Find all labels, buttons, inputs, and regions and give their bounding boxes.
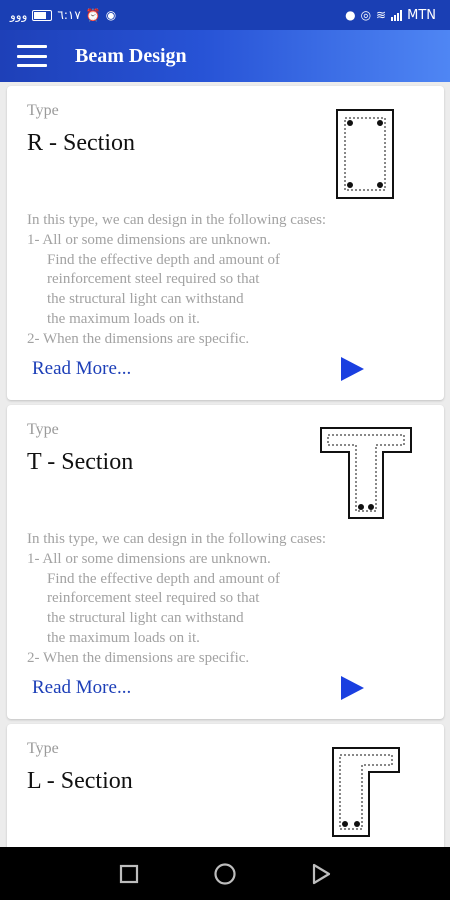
wifi-icon: ≋ — [376, 8, 387, 22]
card-title: L - Section — [27, 768, 133, 794]
carrier-name: MTN — [407, 7, 436, 23]
card-t-section[interactable] — [7, 405, 444, 719]
read-more-link[interactable]: Read More... — [32, 677, 132, 698]
card-description — [27, 530, 377, 669]
status-text: ووو — [10, 8, 28, 22]
card-type-label: Type — [27, 740, 59, 757]
card-title: T - Section — [27, 449, 134, 475]
play-icon[interactable] — [339, 675, 365, 701]
app-bar — [0, 30, 450, 82]
location-icon: ● — [345, 8, 356, 22]
read-more-link[interactable]: Read More... — [32, 358, 132, 379]
desc-line: In this type, we can design in the following cases: — [27, 212, 327, 228]
card-title: R - Section — [27, 130, 135, 156]
play-icon[interactable] — [339, 356, 365, 382]
desc-line: 2- When the dimensions are specific. — [27, 649, 250, 666]
desc-line: the maximum loads on it. — [47, 629, 200, 646]
l-section-icon — [331, 746, 401, 838]
desc-line: 1- All or some dimensions are unknown. — [27, 231, 271, 248]
whatsapp-icon: ◎ — [360, 8, 372, 22]
status-bar — [0, 0, 450, 30]
app-title: Beam Design — [75, 44, 187, 67]
desc-line: In this type, we can design in the following cases: — [27, 531, 327, 547]
desc-line: Find the effective depth and amount of — [47, 570, 280, 587]
desc-line: 1- All or some dimensions are unknown. — [27, 550, 271, 567]
desc-line: the maximum loads on it. — [47, 310, 200, 327]
battery-icon — [32, 10, 52, 21]
desc-line: 2- When the dimensions are specific. — [27, 330, 250, 347]
signal-icon — [391, 10, 402, 21]
card-type-label: Type — [27, 421, 59, 438]
hamburger-menu-icon[interactable] — [17, 45, 47, 67]
status-left — [10, 9, 116, 21]
status-right — [345, 8, 436, 23]
status-time: ٦:١٧ — [57, 8, 81, 22]
circle-icon[interactable] — [212, 861, 238, 887]
desc-line: the structural light can withstand — [47, 291, 244, 308]
triangle-icon[interactable] — [308, 861, 334, 887]
card-description — [27, 211, 377, 350]
eye-icon: ◉ — [105, 8, 117, 22]
desc-line: reinforcement steel required so that — [47, 590, 260, 607]
card-l-section[interactable] — [7, 724, 444, 847]
desc-line: reinforcement steel required so that — [47, 271, 260, 288]
desc-line: Find the effective depth and amount of — [47, 251, 280, 268]
system-nav-bar — [0, 847, 450, 900]
card-type-label: Type — [27, 102, 59, 119]
card-r-section[interactable] — [7, 86, 444, 400]
section-list[interactable] — [0, 82, 450, 847]
rectangular-section-icon — [335, 108, 395, 200]
alarm-icon: ⏰ — [85, 8, 101, 22]
square-icon[interactable] — [116, 861, 142, 887]
t-section-icon — [319, 426, 413, 520]
desc-line: the structural light can withstand — [47, 610, 244, 627]
